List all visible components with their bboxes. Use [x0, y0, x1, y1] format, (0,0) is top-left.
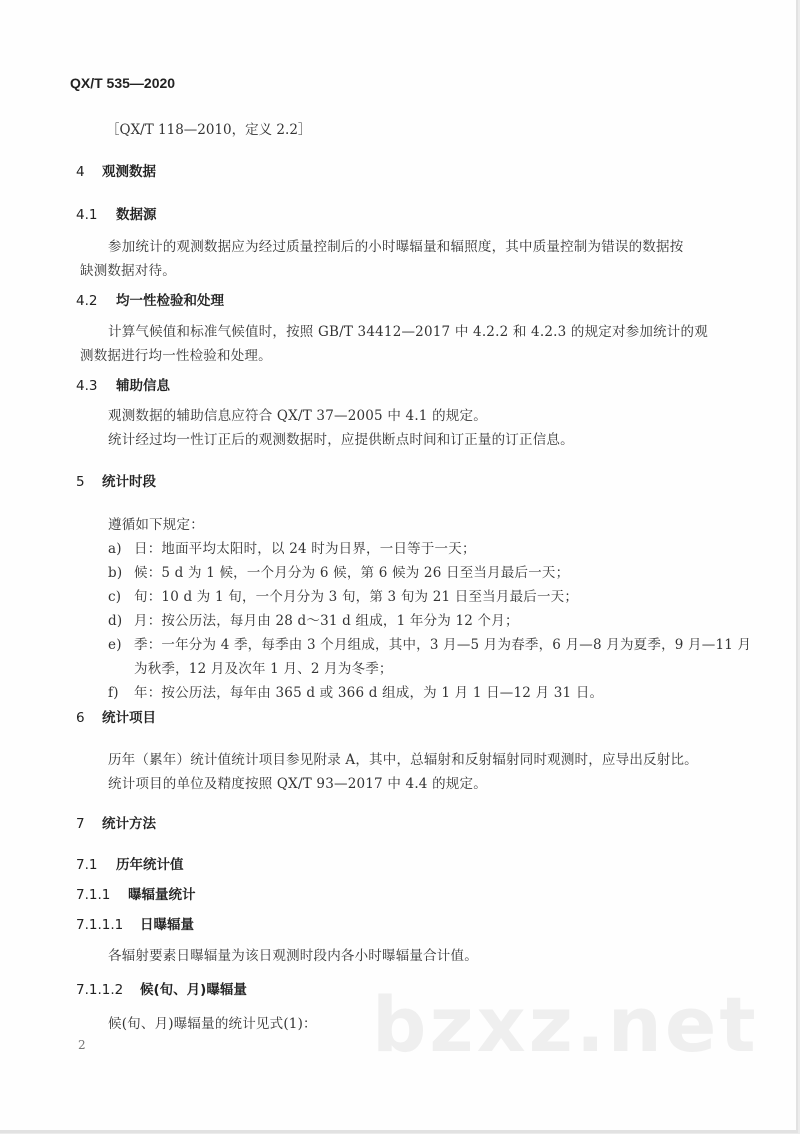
paragraph-continuation: 缺测数据对待。	[80, 263, 176, 279]
section-5-heading	[76, 470, 156, 490]
section-title: 统计方法	[102, 816, 156, 832]
section-title: 候(旬、月)曝辐量	[140, 982, 247, 998]
section-number: 7.1.1.2	[76, 982, 124, 998]
list-item: b) 候：5 d 为 1 候，一个月分为 6 候，第 6 候为 26 日至当月最后一天；	[108, 565, 570, 581]
section-7-1-1-1-heading	[76, 913, 194, 933]
paragraph: 历年（累年）统计值统计项目参见附录 A，其中，总辐射和反射辐射同时观测时，应导出反射比。	[108, 752, 698, 768]
section-number: 7.1.1.1	[76, 917, 124, 933]
definition-reference: ［QX/T 118—2010，定义 2.2］	[106, 122, 312, 138]
paragraph: 候(旬、月)曝辐量的统计见式(1)：	[108, 1016, 317, 1032]
section-7-heading	[76, 812, 156, 832]
list-item: c) 旬：10 d 为 1 旬，一个月分为 3 旬，第 3 旬为 21 日至当月最后一天；	[108, 589, 579, 605]
section-4-1-heading	[76, 203, 157, 223]
page-number: 2	[78, 1038, 86, 1052]
section-title: 均一性检验和处理	[116, 293, 224, 309]
paragraph: 各辐射要素日曝辐量为该日观测时段内各小时曝辐量合计值。	[108, 948, 478, 964]
section-title: 数据源	[116, 207, 157, 223]
section-number: 4.3	[76, 378, 98, 394]
paragraph-continuation: 测数据进行均一性检验和处理。	[80, 348, 272, 364]
section-number: 7	[76, 816, 85, 832]
watermark: bzxz.net	[372, 980, 759, 1069]
list-intro: 遵循如下规定：	[108, 517, 204, 533]
list-marker: b)	[108, 565, 123, 581]
list-marker: d)	[108, 613, 123, 629]
section-number: 4	[76, 164, 85, 180]
section-title: 辅助信息	[116, 378, 170, 394]
section-4-heading	[76, 160, 156, 180]
section-number: 4.1	[76, 207, 98, 223]
section-number: 7.1.1	[76, 887, 111, 903]
section-title: 统计时段	[102, 474, 156, 490]
list-item: f) 年：按公历法，每年由 365 d 或 366 d 组成，为 1 月 1 日—12 月 31 日。	[108, 685, 604, 701]
section-title: 日曝辐量	[140, 917, 194, 933]
section-6-heading	[76, 706, 156, 726]
section-title: 观测数据	[102, 164, 156, 180]
section-7-1-1-2-heading	[76, 978, 247, 998]
section-number: 5	[76, 474, 85, 490]
section-title: 统计项目	[102, 710, 156, 726]
section-number: 6	[76, 710, 85, 726]
section-4-2-heading	[76, 289, 224, 309]
section-4-3-heading	[76, 374, 170, 394]
paragraph: 统计项目的单位及精度按照 QX/T 93—2017 中 4.4 的规定。	[108, 776, 487, 792]
list-item-continuation: 为秋季，12 月及次年 1 月、2 月为冬季；	[134, 661, 393, 677]
list-marker: a)	[108, 541, 122, 557]
list-marker: e)	[108, 637, 122, 653]
list-marker: f)	[108, 685, 119, 701]
standard-code: QX/T 535—2020	[70, 75, 176, 91]
section-number: 7.1	[76, 857, 98, 873]
paragraph: 观测数据的辅助信息应符合 QX/T 37—2005 中 4.1 的规定。	[108, 408, 487, 424]
paragraph: 参加统计的观测数据应为经过质量控制后的小时曝辐量和辐照度，其中质量控制为错误的数据按	[108, 239, 684, 255]
section-title: 历年统计值	[116, 857, 184, 873]
section-7-1-heading	[76, 853, 184, 873]
list-marker: c)	[108, 589, 122, 605]
paragraph: 统计经过均一性订正后的观测数据时，应提供断点时间和订正量的订正信息。	[108, 432, 574, 448]
list-item: d) 月：按公历法，每月由 28 d～31 d 组成，1 年分为 12 个月；	[108, 613, 519, 629]
list-item: a) 日：地面平均太阳时，以 24 时为日界，一日等于一天；	[108, 541, 476, 557]
section-title: 曝辐量统计	[128, 887, 196, 903]
list-item: e) 季：一年分为 4 季，每季由 3 个月组成，其中，3 月—5 月为春季，6 月—8 月为夏季，9 月—11 月	[108, 637, 752, 653]
section-7-1-1-heading	[76, 883, 196, 903]
section-number: 4.2	[76, 293, 98, 309]
paragraph: 计算气候值和标准气候值时，按照 GB/T 34412—2017 中 4.2.2 和 4.2.3 的规定对参加统计的观	[108, 324, 708, 340]
